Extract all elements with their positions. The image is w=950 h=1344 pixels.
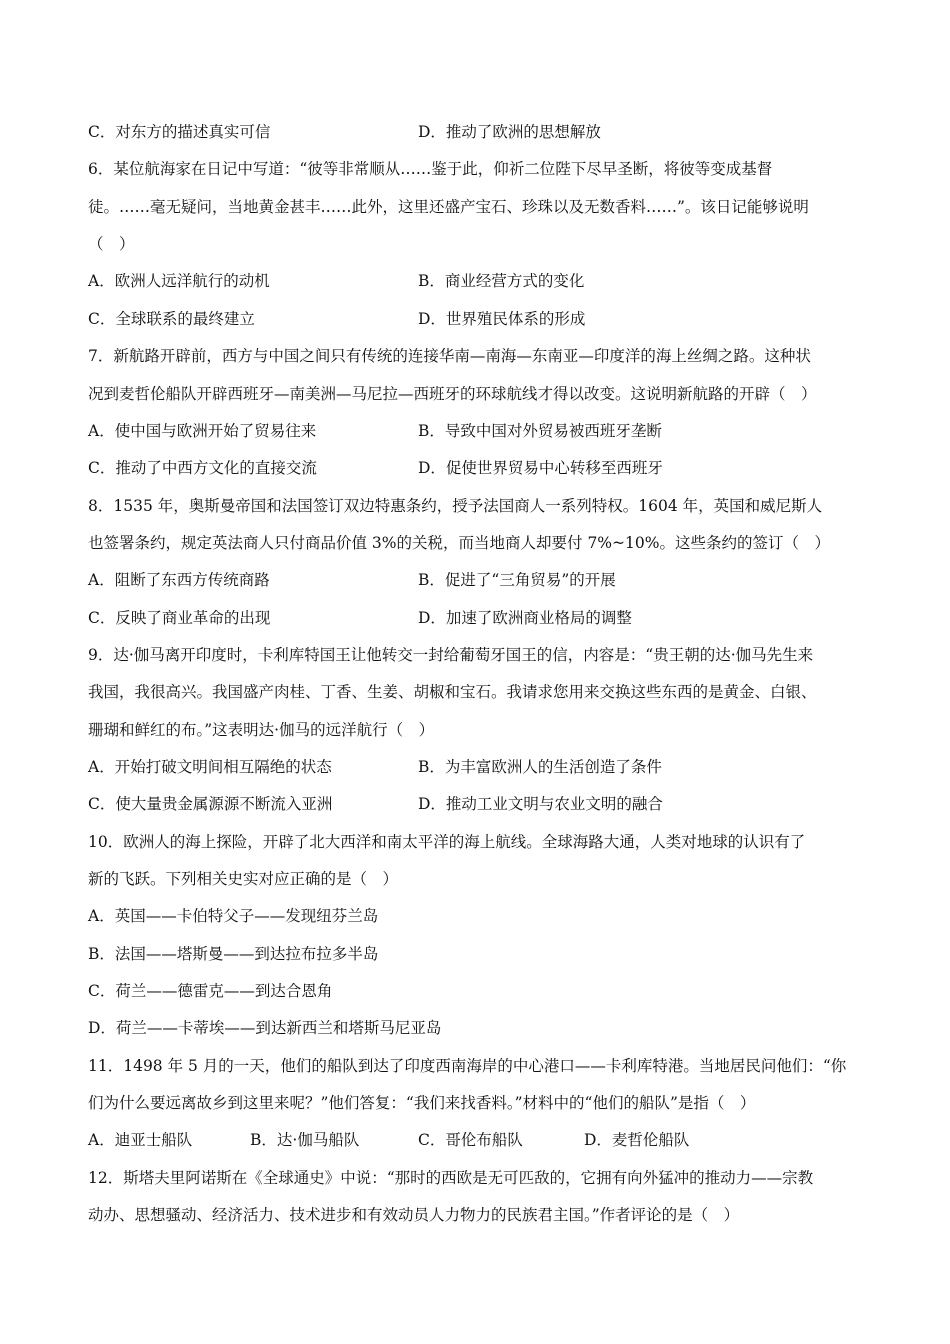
option-d: D．麦哲伦船队 bbox=[584, 1131, 690, 1149]
option-b: B．为丰富欧洲人的生活创造了条件 bbox=[418, 758, 662, 776]
question-12-text: 12．斯塔夫里阿诺斯在《全球通史》中说：“那时的西欧是无可匹敌的，它拥有向外猛冲的推动力——宗教 bbox=[88, 1169, 814, 1187]
question-10-text: 新的飞跃。下列相关史实对应正确的是（ ） bbox=[88, 870, 399, 888]
question-9-text: 9．达·伽马离开印度时，卡利库特国王让他转交一封给葡萄牙国王的信，内容是：“贵王朝的达·伽马先生来 bbox=[88, 646, 814, 664]
option-d: D．加速了欧洲商业格局的调整 bbox=[418, 609, 632, 627]
option-b: B．法国——塔斯曼——到达拉布拉多半岛 bbox=[88, 945, 379, 963]
option-b: B．促进了“三角贸易”的开展 bbox=[418, 571, 616, 589]
question-7-text: 7．新航路开辟前，西方与中国之间只有传统的连接华南—南海—东南亚—印度洋的海上丝绸之路。这种状 bbox=[88, 347, 811, 365]
option-c: C．全球联系的最终建立 bbox=[88, 310, 255, 328]
question-11-text: 们为什么要远离故乡到这里来呢？”他们答复：“我们来找香料。”材料中的“他们的船队”是指（ ） bbox=[88, 1094, 756, 1112]
question-6-text: 徒。……毫无疑问，当地黄金甚丰……此外，这里还盛产宝石、珍珠以及无数香料……”。该日记能够说明 bbox=[88, 198, 809, 216]
question-11-text: 11．1498 年 5 月的一天，他们的船队到达了印度西南海岸的中心港口——卡利库特港。当地居民问他们：“你 bbox=[88, 1057, 847, 1075]
question-9-text: 珊瑚和鲜红的布。”这表明达·伽马的远洋航行（ ） bbox=[88, 721, 435, 739]
option-c: C．荷兰——德雷克——到达合恩角 bbox=[88, 982, 333, 1000]
option-c: C．哥伦布船队 bbox=[418, 1131, 523, 1149]
option-d: D．推动工业文明与农业文明的融合 bbox=[418, 795, 663, 813]
option-b: B．导致中国对外贸易被西班牙垄断 bbox=[418, 422, 662, 440]
option-a: A．开始打破文明间相互隔绝的状态 bbox=[88, 758, 332, 776]
option-d: D．促使世界贸易中心转移至西班牙 bbox=[418, 459, 663, 477]
question-7-text: 况到麦哲伦船队开辟西班牙—南美洲—马尼拉—西班牙的环球航线才得以改变。这说明新航路的开辟（ ） bbox=[88, 385, 817, 403]
option-b: B．商业经营方式的变化 bbox=[418, 272, 585, 290]
option-a: A．迪亚士船队 bbox=[88, 1131, 193, 1149]
option-a: A．欧洲人远洋航行的动机 bbox=[88, 272, 270, 290]
option-c: C．推动了中西方文化的直接交流 bbox=[88, 459, 317, 477]
option-c: C．反映了商业革命的出现 bbox=[88, 609, 271, 627]
answer-bracket: （ ） bbox=[88, 235, 135, 253]
option-c: C．对东方的描述真实可信 bbox=[88, 123, 271, 141]
question-9-text: 我国，我很高兴。我国盛产肉桂、丁香、生姜、胡椒和宝石。我请求您用来交换这些东西的是黄金、白银、 bbox=[88, 683, 817, 701]
option-d: D．荷兰——卡蒂埃——到达新西兰和塔斯马尼亚岛 bbox=[88, 1019, 442, 1037]
question-8-text: 也签署条约，规定英法商人只付商品价值 3%的关税，而当地商人却要付 7%~10%。这些条约的签订（ ） bbox=[88, 534, 830, 552]
option-c: C．使大量贵金属源源不断流入亚洲 bbox=[88, 795, 333, 813]
option-d: D．世界殖民体系的形成 bbox=[418, 310, 586, 328]
question-12-text: 动办、思想骚动、经济活力、技术进步和有效动员人力物力的民族君主国。”作者评论的是（ ） bbox=[88, 1206, 740, 1224]
option-a: A．英国——卡伯特父子——发现纽芬兰岛 bbox=[88, 907, 379, 925]
option-d: D．推动了欧洲的思想解放 bbox=[418, 123, 601, 141]
option-b: B．达·伽马船队 bbox=[250, 1131, 360, 1149]
question-10-text: 10．欧洲人的海上探险，开辟了北大西洋和南太平洋的海上航线。全球海路大通，人类对地球的认识有了 bbox=[88, 833, 806, 851]
question-6-text: 6．某位航海家在日记中写道：“彼等非常顺从……鉴于此，仰祈二位陛下尽早圣断，将彼等变成基督 bbox=[88, 160, 773, 178]
option-a: A．使中国与欧洲开始了贸易往来 bbox=[88, 422, 317, 440]
question-8-text: 8．1535 年，奥斯曼帝国和法国签订双边特惠条约，授予法国商人一系列特权。1604 年，英国和威尼斯人 bbox=[88, 497, 823, 515]
option-a: A．阻断了东西方传统商路 bbox=[88, 571, 270, 589]
